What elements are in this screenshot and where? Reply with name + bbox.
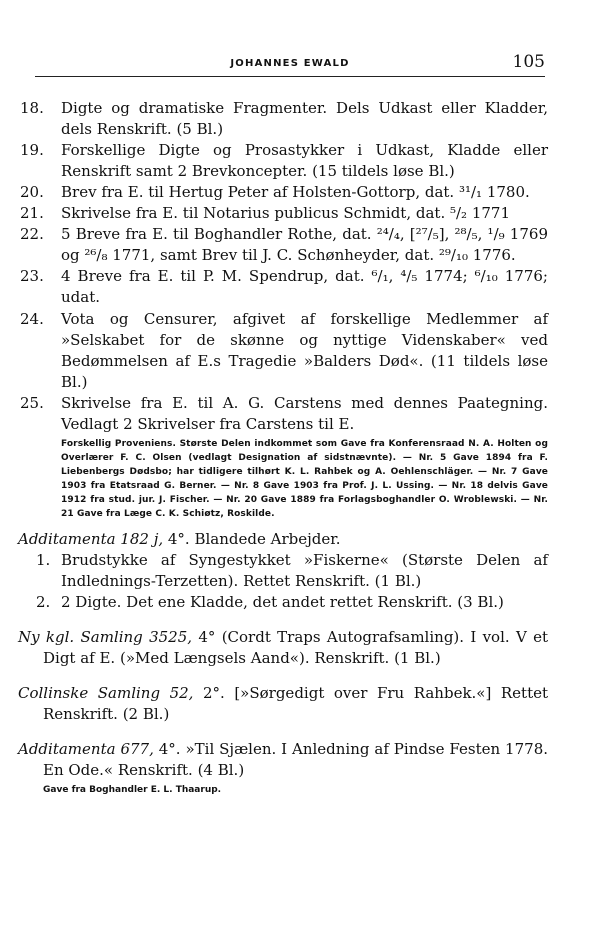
entry-text: 4°. Blandede Arbejder. [163,529,341,548]
ny-kgl-entry [18,627,548,669]
additamenta-182j-list [18,550,548,613]
item-text: Skrivelse fra E. til Notarius publicus Schmidt, dat. ⁵/₂ 1771 [61,204,510,223]
list-item [18,98,548,140]
header-title: JOHANNES EWALD [230,58,350,69]
list-item [18,550,548,592]
entry-text: 4°. »Til Sjælen. I Anledning af Pindse Festen 1778. En Ode.« Renskrift. (4 Bl.) [43,739,549,779]
item-text: Brudstykke af Syngestykket »Fiskerne« (Største Delen af Indlednings-Terzetten). Rettet Renskrift. (1 Bl.) [61,550,548,590]
item-number: 23. [20,267,44,286]
item-text: Brev fra E. til Hertug Peter af Holsten-Gottorp, dat. ³¹/₁ 1780. [61,183,530,202]
list-item [18,182,548,203]
list-item [18,393,548,435]
entry-text: 2°. [»Sørgedigt over Fru Rahbek.«] Rettet Renskrift. (2 Bl.) [43,683,548,723]
list-item [18,266,548,308]
provenance-note: Forskellig Proveniens. Største Delen indkommet som Gave fra Konferensraad N. A. Holten og Overlærer F. C. Olsen (vedlagt Designation af sidstnævnte). — Nr. 5 Gave 1894 fra F. Liebenbergs Dødsbo; har tidligere tilhørt K. L. Rahbek og A. Oehlenschläger. — Nr. 7 Gave 1903 fra Etatsraad G. Berner. — Nr. 8 Gave 1903 fra Prof. J. L. Ussing. — Nr. 18 delvis Gave 1912 fra stud. jur. J. Fischer. — Nr. 20 Gave 1889 fra Forlagsboghandler O. Wroblewski. — Nr. 21 Gave fra Læge C. K. Schiøtz, Roskilde. [61,438,548,519]
item-number: 22. [20,225,44,244]
item-number: 25. [20,393,44,412]
item-text: 4 Breve fra E. til P. M. Spendrup, dat. ⁶/₁, ⁴/₅ 1774; ⁶/₁₀ 1776; udat. [61,267,548,307]
page-content [18,98,548,796]
item-number: 2. [36,592,51,611]
list-item [18,203,548,224]
list-item [18,592,548,613]
item-number: 20. [20,183,44,202]
gift-note: Gave fra Boghandler E. L. Thaarup. [43,784,222,795]
collection-reference: Additamenta 182 j, [18,529,164,548]
list-item [18,140,548,182]
additamenta-677-entry [18,739,548,781]
item-number: 1. [36,550,51,569]
item-number: 24. [20,309,44,328]
item-text: Digte og dramatiske Fragmenter. Dels Udkast eller Kladder, dels Renskrift. (5 Bl.) [61,99,548,138]
item-number: 18. [20,99,44,117]
item-number: 21. [20,204,44,223]
collection-reference: Additamenta 677, [18,739,154,758]
collection-reference: Collinske Samling 52, [18,683,194,702]
item-text: Forskellige Digte og Prosastykker i Udkast, Kladde eller Renskrift samt 2 Brevkoncepter. (15 tildels løse Bl.) [61,141,548,181]
running-header [35,52,545,77]
item-number: 19. [20,141,44,160]
item-text: 5 Breve fra E. til Boghandler Rothe, dat. ²⁴/₄, [²⁷/₅], ²⁸/₅, ¹/₉ 1769 og ²⁶/₈ 1771, samt Brev til J. C. Schønheyder, dat. ²⁹/₁₀ 1776. [61,225,548,265]
page-number: 105 [512,52,545,72]
item-text: 2 Digte. Det ene Kladde, det andet rettet Renskrift. (3 Bl.) [61,592,504,611]
item-text: Vota og Censurer, afgivet af forskellige Medlemmer af »Selskabet for de skønne og nyttige Videnskaber« ved Bedømmelsen af E.s Tragedie »Balders Død«. (11 tildels løse Bl.) [61,309,548,391]
entry-text: 4° (Cordt Traps Autografsamling). I vol. V et Digt af E. (»Med Længsels Aand«). Renskrift. (1 Bl.) [43,627,548,667]
collection-reference: Ny kgl. Samling 3525, [18,627,193,646]
list-item [18,309,548,393]
item-text: Skrivelse fra E. til A. G. Carstens med dennes Paategning. Vedlagt 2 Skrivelser fra Carstens til E. [61,393,548,433]
list-item [18,224,548,266]
item-list [18,98,548,435]
additamenta-182j-entry [18,529,548,550]
collinske-entry [18,683,548,725]
